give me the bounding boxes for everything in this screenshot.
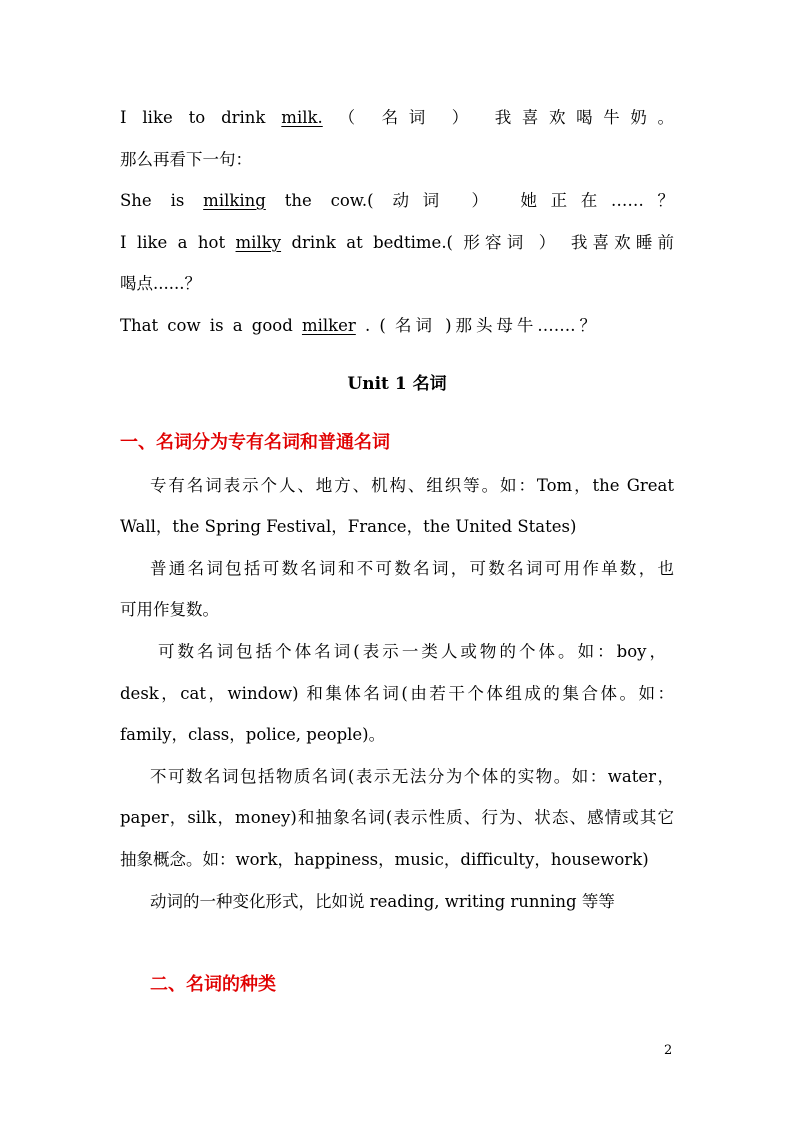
word: is bbox=[170, 191, 185, 210]
example-line-1 bbox=[120, 107, 674, 129]
word: She bbox=[120, 191, 152, 210]
word: like bbox=[136, 233, 168, 252]
underlined-word-milking: milking bbox=[203, 191, 266, 210]
word: to bbox=[188, 108, 206, 127]
section-1-p2-line-2: 可用作复数。 bbox=[120, 600, 219, 619]
example-line-3 bbox=[120, 190, 674, 212]
gloss: （ 名词 ） 我喜欢喝牛奶。 bbox=[338, 108, 674, 127]
example-line-6 bbox=[120, 315, 596, 337]
page-number: 2 bbox=[664, 1043, 673, 1058]
section-2-heading: 二、名词的种类 bbox=[150, 974, 276, 995]
section-1-p3-line-1: 可数名词包括个体名词(表示一类人或物的个体。如：boy， bbox=[158, 642, 666, 661]
example-line-2: 那么再看下一句： bbox=[120, 150, 252, 169]
section-1-p4-line-1: 不可数名词包括物质名词(表示无法分为个体的实物。如：water， bbox=[150, 767, 674, 786]
word: the bbox=[284, 191, 312, 210]
word: at bbox=[346, 233, 363, 252]
word: hot bbox=[197, 233, 226, 252]
example-line-4 bbox=[120, 232, 674, 254]
word: drink bbox=[291, 233, 336, 252]
word: a bbox=[177, 233, 188, 252]
section-1-heading: 一、名词分为专有名词和普通名词 bbox=[120, 432, 390, 453]
gloss: . ( 名词 )那头母牛…….？ bbox=[365, 316, 596, 335]
section-1-p2-line-1: 普通名词包括可数名词和不可数名词，可数名词可用作单数，也 bbox=[150, 559, 674, 578]
underlined-word-milk: milk. bbox=[281, 108, 323, 127]
unit-title: Unit 1 名词 bbox=[347, 374, 447, 394]
underlined-word-milker: milker bbox=[301, 316, 356, 335]
word: is bbox=[209, 316, 224, 335]
gloss: cow.( 动词 ） 她正在……？ bbox=[330, 191, 674, 210]
gloss: bedtime.( 形容词 ） 我喜欢睡前 bbox=[373, 233, 674, 252]
section-1-p3-line-2: desk，cat，window) 和集体名词(由若干个体组成的集合体。如： bbox=[120, 684, 674, 703]
word: cow bbox=[167, 316, 201, 335]
word: good bbox=[251, 316, 293, 335]
word: a bbox=[232, 316, 243, 335]
section-1-p5-line-1: 动词的一种变化形式，比如说 reading, writing running 等等 bbox=[150, 892, 615, 911]
section-1-p4-line-3: 抽象概念。如：work，happiness，music，difficulty，housework) bbox=[120, 850, 649, 869]
section-1-p1-line-2: Wall，the Spring Festival，France，the United States) bbox=[120, 517, 577, 536]
underlined-word-milky: milky bbox=[235, 233, 282, 252]
section-1-p3-line-3: family，class，police, people)。 bbox=[120, 725, 386, 744]
word: I bbox=[120, 233, 127, 252]
word: drink bbox=[221, 108, 266, 127]
word: like bbox=[142, 108, 173, 127]
word: That bbox=[120, 316, 159, 335]
word: I bbox=[120, 108, 127, 127]
section-1-p4-line-2: paper，silk，money)和抽象名词(表示性质、行为、状态、感情或其它 bbox=[120, 808, 674, 827]
section-1-p1-line-1: 专有名词表示个人、地方、机构、组织等。如：Tom，the Great bbox=[150, 476, 674, 495]
example-line-5: 喝点......？ bbox=[120, 274, 201, 293]
